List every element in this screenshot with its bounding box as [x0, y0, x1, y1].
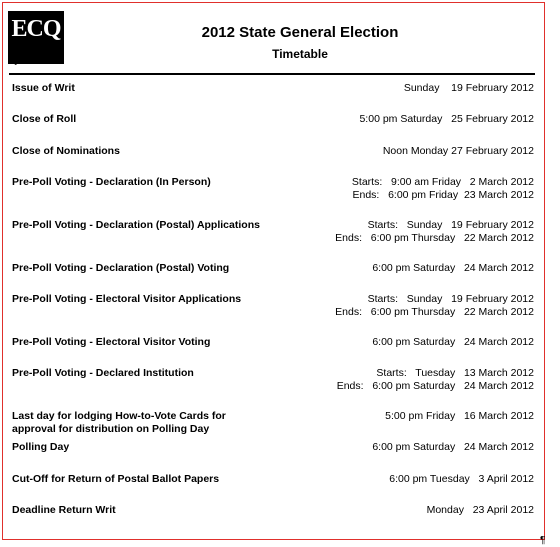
event-label: Pre-Poll Voting - Electoral Visitor Applications: [12, 293, 242, 305]
document-subtitle: Timetable: [272, 47, 328, 61]
event-label: Pre-Poll Voting - Declaration (In Person): [12, 176, 211, 188]
logo-caption: [8, 53, 64, 66]
event-label: Polling Day: [12, 441, 70, 453]
event-date: 5:00 pm Friday 16 March 2012: [385, 410, 534, 422]
event-date: Ends: 6:00 pm Friday 23 March 2012: [352, 189, 534, 201]
event-date: Monday 23 April 2012: [426, 504, 534, 516]
header-rule: [9, 73, 535, 75]
event-label: Last day for lodging How-to-Vote Cards for approval for distribution on Polling Day: [12, 410, 226, 435]
event-label: Pre-Poll Voting - Declaration (Postal) Applications: [12, 219, 260, 231]
event-date: Noon Monday 27 February 2012: [382, 145, 534, 157]
event-date: Starts: Sunday 19 February 2012: [367, 219, 534, 231]
event-label: Deadline Return Writ: [12, 504, 116, 516]
event-date: Starts: Sunday 19 February 2012: [367, 293, 534, 305]
event-date: Ends: 6:00 pm Thursday 22 March 2012: [335, 306, 534, 318]
event-date: 5:00 pm Saturday 25 February 2012: [359, 113, 534, 125]
event-date: Starts: Tuesday 13 March 2012: [376, 367, 534, 379]
event-date: 6:00 pm Saturday 24 March 2012: [372, 262, 534, 274]
event-label: Close of Nominations: [12, 145, 120, 157]
event-date: 6:00 pm Tuesday 3 April 2012: [389, 473, 534, 485]
event-date: 6:00 pm Saturday 24 March 2012: [372, 441, 534, 453]
event-date: Ends: 6:00 pm Saturday 24 March 2012: [336, 380, 534, 392]
logo-subtitle: ELECTORAL COMMISSION: [10, 53, 62, 58]
event-date: Starts: 9:00 am Friday 2 March 2012: [351, 176, 534, 188]
event-label: Issue of Writ: [12, 82, 75, 94]
event-date: 6:00 pm Saturday 24 March 2012: [372, 336, 534, 348]
logo-mark: ECQ: [11, 16, 61, 42]
pilcrow-mark: ¶: [540, 535, 546, 546]
event-date: Ends: 6:00 pm Thursday 22 March 2012: [335, 232, 534, 244]
logo-state: QUEENSLAND: [11, 58, 61, 66]
document-title: 2012 State General Election: [201, 24, 399, 41]
event-label: Close of Roll: [12, 113, 77, 125]
event-label: Pre-Poll Voting - Declared Institution: [12, 367, 194, 379]
event-label: Pre-Poll Voting - Declaration (Postal) Voting: [12, 262, 230, 274]
event-date: Sunday 19 February 2012: [403, 82, 534, 94]
event-label: Cut-Off for Return of Postal Ballot Papers: [12, 473, 220, 485]
event-label: Pre-Poll Voting - Electoral Visitor Voting: [12, 336, 211, 348]
